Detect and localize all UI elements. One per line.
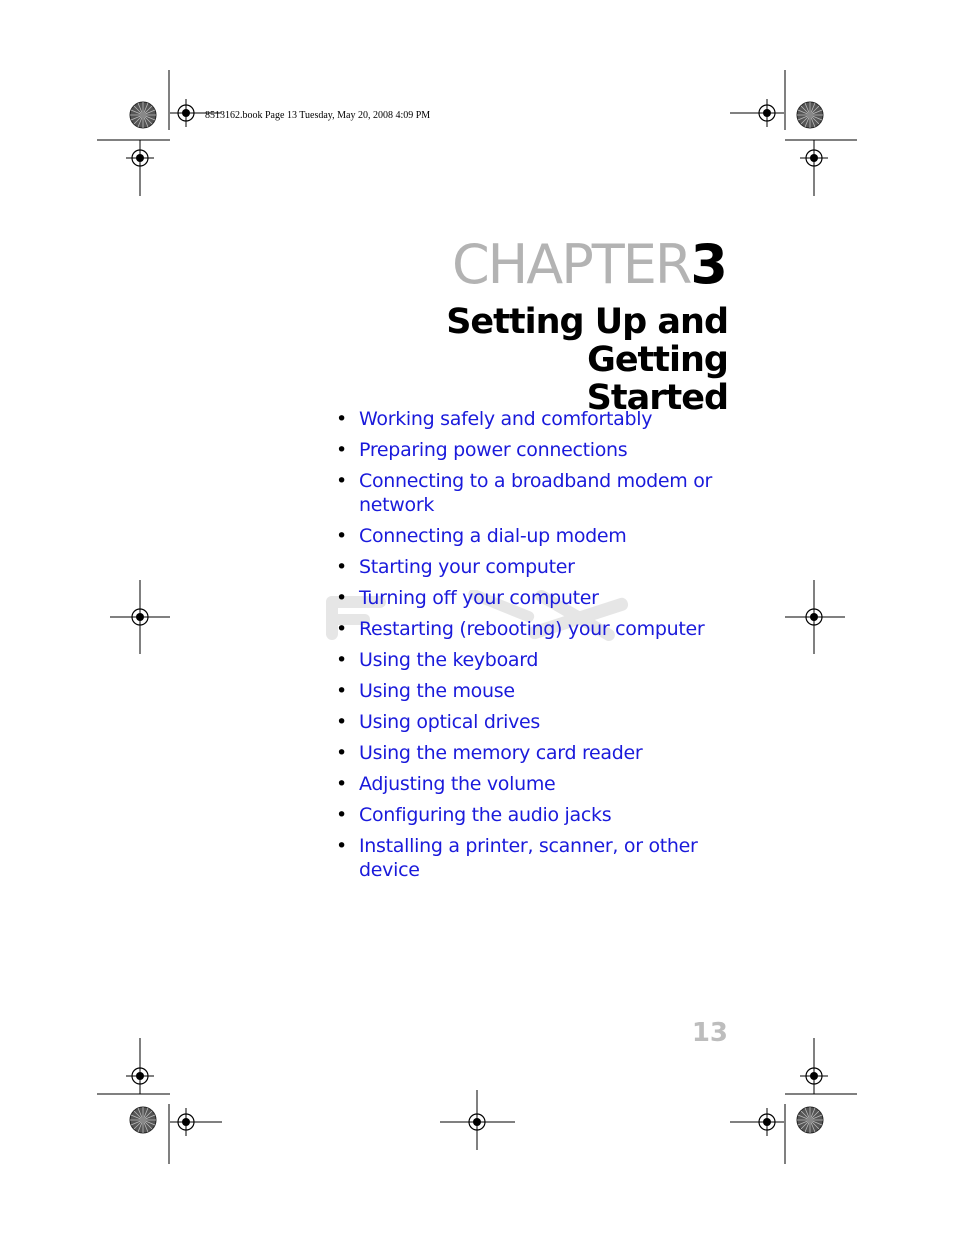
toc-link[interactable]: Using the mouse: [359, 680, 515, 702]
chapter-title-line: Started: [586, 378, 728, 418]
print-slug: 8513162.book Page 13 Tuesday, May 20, 2008 4:09 PM: [205, 110, 431, 121]
bullet: •: [336, 618, 347, 640]
toc-link[interactable]: Working safely and comfortably: [359, 408, 653, 430]
toc-link[interactable]: network: [359, 494, 435, 516]
toc-link[interactable]: Adjusting the volume: [359, 773, 556, 795]
bullet: •: [336, 439, 347, 461]
bullet: •: [336, 408, 347, 430]
bullet: •: [336, 649, 347, 671]
toc-link[interactable]: Using the keyboard: [359, 649, 539, 671]
bullet: •: [336, 835, 347, 857]
chapter-number: 3: [690, 233, 728, 296]
bullet: •: [336, 773, 347, 795]
toc-link[interactable]: Using the memory card reader: [359, 742, 643, 764]
bullet: •: [336, 470, 347, 492]
toc-link[interactable]: Preparing power connections: [359, 439, 628, 461]
toc-link[interactable]: Starting your computer: [359, 556, 575, 578]
toc-link[interactable]: Connecting to a broadband modem or: [359, 470, 713, 492]
toc-link[interactable]: Restarting (rebooting) your computer: [359, 618, 705, 640]
bullet: •: [336, 804, 347, 826]
toc-link[interactable]: Using optical drives: [359, 711, 541, 733]
chapter-title-line: Setting Up and Getting: [446, 302, 728, 380]
toc-link[interactable]: Configuring the audio jacks: [359, 804, 612, 826]
bullet: •: [336, 556, 347, 578]
bullet: •: [336, 680, 347, 702]
bullet: •: [336, 742, 347, 764]
chapter-word: CHAPTER: [451, 233, 691, 296]
bullet: •: [336, 587, 347, 609]
page-number: 13: [691, 1018, 728, 1048]
toc-link[interactable]: Turning off your computer: [359, 587, 599, 609]
bullet: •: [336, 711, 347, 733]
toc-link[interactable]: Connecting a dial-up modem: [359, 525, 627, 547]
bullet: •: [336, 525, 347, 547]
toc-link[interactable]: Installing a printer, scanner, or other device: [359, 835, 698, 881]
